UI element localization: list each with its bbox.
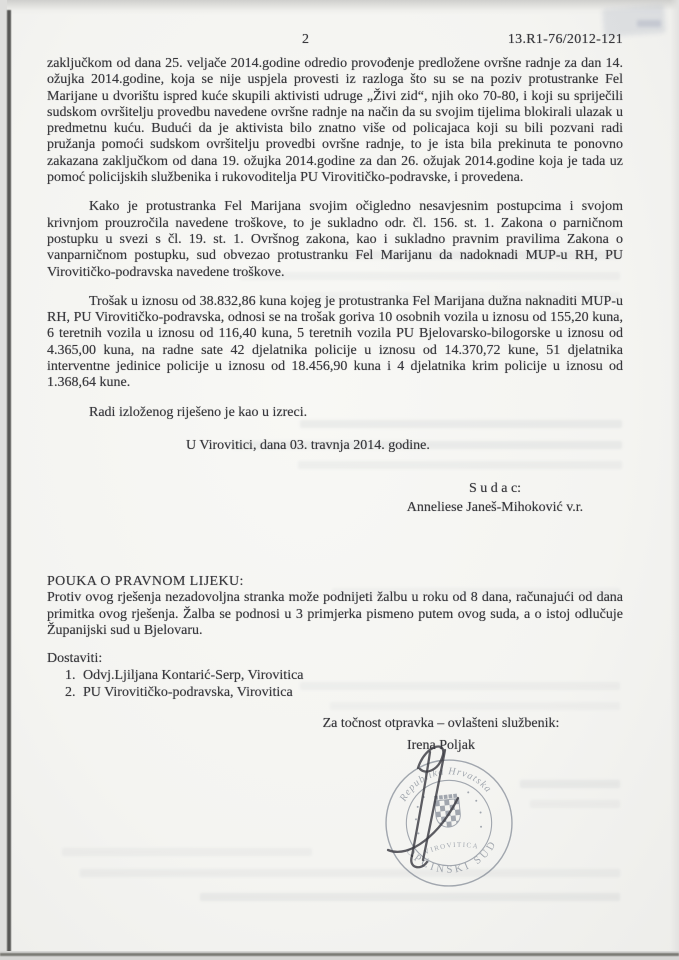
stamp-top-text: Republika Hrvatska	[397, 766, 494, 804]
delivery-section	[47, 651, 447, 701]
legal-remedy-section	[47, 574, 623, 639]
page-number: 2	[302, 32, 309, 47]
legal-remedy-heading: POUKA O PRAVNOM LIJEKU:	[47, 574, 244, 589]
certifying-officer-name: Irena Poljak	[406, 738, 476, 754]
scan-right-shade	[670, 0, 679, 960]
case-number: 13.R1-76/2012-121	[507, 32, 623, 47]
bleed-line	[298, 461, 622, 469]
paragraph-continuation: zaključkom od dana 25. veljače 2014.godine odredio provođenje predložene ovršne radnje za dan 14. ožujka 2014.godine, koja se nije uspjela provesti iz razloga što su se na poziv protustranke Fel Marijane u dvorištu ispred kuće skupili aktivisti udruge „Živi zid“, njih oko 70-80, i koji su spriječili sudskom ovršitelju provedbu navedene ovršne radnje na način da su svojim tijelima blokirali ulazak u predmetnu kuću. Budući da je aktivista bilo znatno više od policajaca koji su bili pozvani radi pružanja pomoći sudskom ovršitelju provedbi ovršne radnje, to je ista bila prekinuta te ponovno zakazana zaključkom od dana 19. ožujka 2014.godine za dan 26. ožujak 2014.godine koja je tada uz pomoć policijskih službenika i rukovoditelja PU Virovitičko-podravske, i provedena.	[47, 56, 623, 186]
stamp-bottom-text: OPĆINSKI SUD	[403, 837, 500, 876]
scan-left-edge-line	[7, 10, 11, 954]
judge-signature-block	[369, 481, 621, 517]
bleed-line	[200, 893, 620, 901]
place-and-date-line: U Virovitici, dana 03. travnja 2014. godine.	[186, 437, 430, 453]
stamp-place-text: VIROVITICA	[423, 841, 480, 857]
judge-title: S u d a c:	[468, 481, 522, 496]
document-header	[47, 32, 623, 50]
bleed-line	[62, 848, 312, 856]
certification-line: Za točnost otpravka – ovlašteni službenik:	[322, 716, 560, 731]
paragraph-liability: Kako je protustranka Fel Marijana svojim očigledno nesavjesnim postupcima i svojom krivnjom prouzročila navedene troškove, to je sukladno odr. čl. 156. st. 1. Zakona o parničnom postupku u svezi s čl. 19. st. 1. Ovršnog zakona, kao i sukladno pravnim pravilima Zakona o vanparničnom postupku, sud obvezao protustranku Fel Marijanu da nadoknadi MUP-u RH, PU Virovitičko-podravska navedene troškove.	[47, 199, 623, 280]
scan-bottom-edge-line	[0, 953, 679, 956]
bleed-line	[520, 780, 620, 788]
delivery-heading: Dostaviti:	[47, 651, 103, 666]
handwritten-signature	[368, 738, 518, 886]
paragraph-costs-breakdown: Trošak u iznosu od 38.832,86 kuna kojeg je protustranka Fel Marijana dužna naknaditi MUP-u RH, PU Virovitičko-podravska, odnosi se na trošak goriva 10 osobnih vozila u iznosu od 155,20 kuna, 6 teretnih vozila u iznosu od 116,40 kuna, 5 teretnih vozila PU Bjelovarsko-bilogorske u iznosu od 4.365,00 kuna, na radne sate 42 djelatnika policije u iznosu od 14.370,72 kune, 51 djelatnika interventne jedinice policije u iznosu od 18.456,90 kuna i 4 djelatnika krim policije u iznosu od 1.368,64 kune.	[47, 293, 623, 391]
faint-corner-stamp-mark	[637, 20, 661, 27]
paragraph-conclusion: Radi izloženog riješeno je kao u izreci.	[89, 404, 308, 420]
delivery-item: 1. Odvj.Ljiljana Kontarić-Serp, Virovitica	[79, 668, 447, 684]
scan-left-shade	[0, 0, 7, 960]
decision-body	[47, 56, 623, 454]
bleed-line	[530, 800, 620, 808]
judge-name: Anneliese Janeš-Mihoković v.r.	[406, 500, 584, 516]
delivery-item: 2. PU Virovitičko-podravska, Virovitica	[79, 685, 447, 701]
delivery-list	[47, 668, 447, 701]
bleed-line	[330, 702, 620, 710]
bleed-line	[80, 869, 620, 877]
scan-top-shadow	[0, 0, 679, 15]
legal-remedy-text: Protiv ovog rješenja nezadovoljna stranka može podnijeti žalbu u roku od 8 dana, računajući od dana primitka ovog rješenja. Žalba se podnosi u 3 primjerka pismeno putem ovog suda, a o istoj odlučuje Županijski sud u Bjelovaru.	[47, 590, 623, 638]
